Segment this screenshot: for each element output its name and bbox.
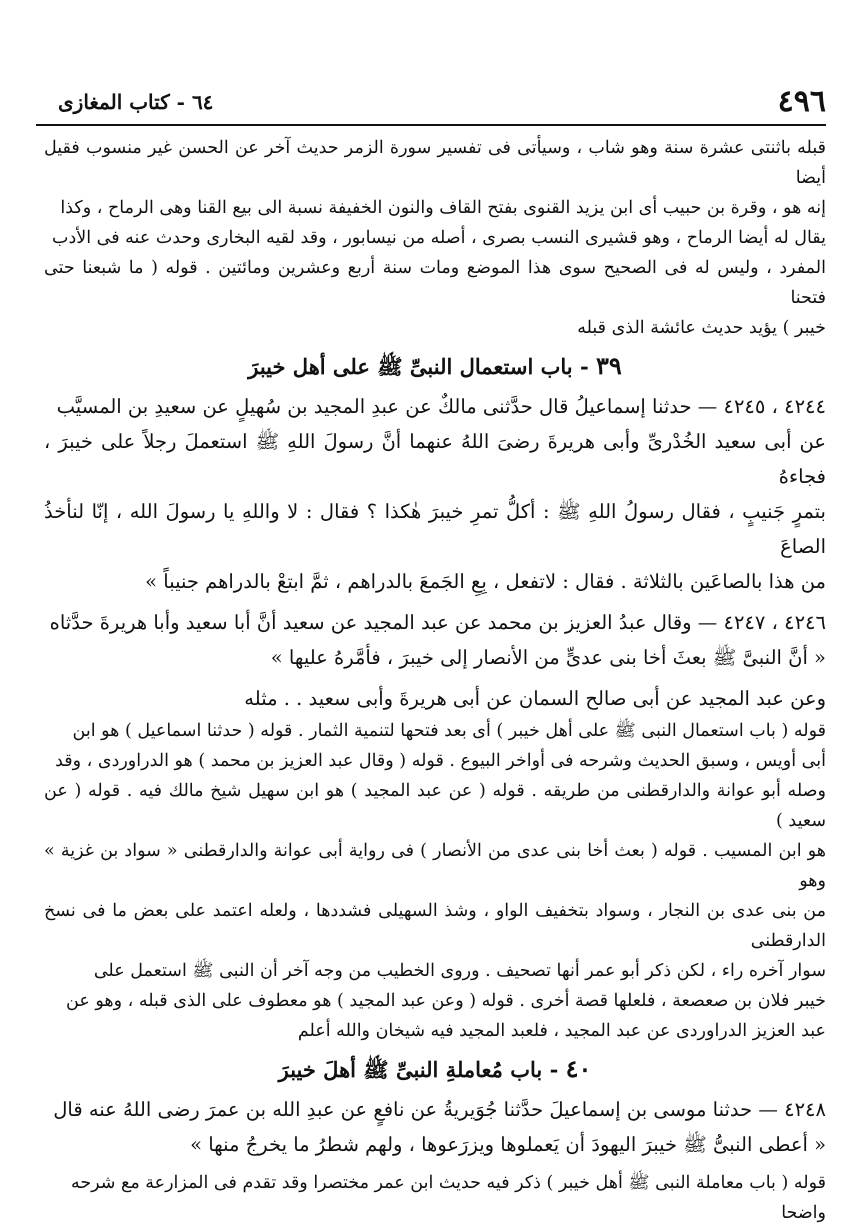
text-line: خيبر ) يؤيد حديث عائشة الذى قبله (577, 318, 826, 338)
hadith-line: « أنَّ النبىَّ ﷺ بعثَ أخا بنى عدىٍّ من الأنصار إلى خيبرَ ، فأمَّرهُ عليها » (270, 646, 826, 669)
hadith-line-mithluh: وعن عبد المجيد عن أبى صالح السمان عن أبى هريرةَ وأبى سعيد . . مثله (244, 687, 826, 710)
chapter-number: ٤٠ (565, 1054, 592, 1083)
text-line: عبد العزيز الدراوردى عن عبد المجيد ، فلعبد المجيد فيه شيخان والله أعلم (297, 1021, 826, 1041)
hadith-line: بتمرٍ جَنيبٍ ، فقال رسولُ اللهِ ﷺ : أكلُّ تمرِ خيبرَ هٰكذا ؟ فقال : لا واللهِ يا رسولَ الله ، إنّا لنأخذُ الصاعَ (44, 500, 826, 558)
text-line: يقال له أيضا الرماح ، وهو قشيرى النسب بصرى ، أصله من نيسابور ، وقد لقيه البخارى وحدث عنه فى الأدب (51, 228, 826, 248)
chapter-heading-40 (44, 1046, 826, 1092)
text-line: قبله باثنتى عشرة سنة وهو شاب ، وسيأتى فى تفسير سورة الزمر حديث آخر عن الحسن غير منسوب فقيل أيضا (44, 138, 826, 188)
page-body (44, 133, 826, 1228)
hadith-line: ٤٢٤٤ ، ٤٢٤٥ — حدثنا إسماعيلُ قال حدَّثنى مالكٌ عن عبدِ المجيد بن سُهيلٍ عن سعيدِ بن المسيَّب (56, 395, 826, 418)
hadith-4244 (44, 389, 826, 599)
hadith-4246 (44, 605, 826, 675)
chapter-title: مُعاملةِ النبىِّ ﷺ أهلَ خيبرَ (278, 1057, 503, 1082)
header-rule (36, 124, 826, 126)
text-line: قوله ( باب استعمال النبى ﷺ على أهل خيبر ) أى بعد فتحها لتنمية الثمار . قوله ( حدثنا اسماعيل ) هو ابن (72, 721, 826, 741)
text-line: المفرد ، وليس له فى الصحيح سوى هذا الموضع ومات سنة أربع وعشرين ومائتين . قوله ( ما شبعنا حتى فتحنا (44, 258, 826, 308)
commentary-end (44, 1168, 826, 1228)
hadith-line: من هذا بالصاعَين بالثلاثة . فقال : لاتفعل ، بِعِ الجَمعَ بالدراهم ، ثمَّ ابتعْ بالدراهم جنيباً » (145, 570, 826, 593)
page-number: ٤٩٦ (777, 84, 826, 119)
text-line: خيبر فلان بن صعصعة ، فلعلها قصة أخرى . قوله ( وعن عبد المجيد ) هو معطوف على الذى قبله ، وهو عن (66, 991, 826, 1011)
text-line: واضحا (781, 1203, 826, 1223)
hadith-line: ٤٢٤٨ — حدثنا موسى بن إسماعيلَ حدَّثنا جُوَيريةُ عن نافعٍ عن عبدِ الله بن عمرَ رضى اللهُ عنه قال (53, 1098, 826, 1121)
hadith-line: ٤٢٤٦ ، ٤٢٤٧ — وقال عبدُ العزيز بن محمد عن عبد المجيد عن سعيد أنَّ أبا سعيد وأبا هريرةَ حدَّثاه (49, 611, 826, 634)
hadith-4248 (44, 1092, 826, 1162)
chapter-number: ٣٩ (595, 351, 622, 380)
text-line: وصله أبو عوانة والدارقطنى من طريقه . قوله ( عن عبد المجيد ) هو ابن سهيل شيخ مالك فيه . قوله ( عن سعيد ) (44, 781, 826, 831)
chapter-title: استعمال النبىِّ ﷺ على أهل خيبرَ (248, 354, 534, 379)
chapter-dash: - (549, 1057, 559, 1082)
chapter-dash: - (579, 354, 589, 379)
text-line: من بنى عدى بن النجار ، وسواد بتخفيف الواو ، وشذ السهيلى فشددها ، ولعله اعتمد على بعض ما فى نسخ الدارقطنى (44, 901, 826, 951)
text-line: هو ابن المسيب . قوله ( بعث أخا بنى عدى من الأنصار ) فى رواية أبى عوانة والدارقطنى « سواد بن غزية » وهو (44, 841, 826, 891)
chapter-word: باب (510, 1057, 543, 1082)
hadith-line: « أعطى النبىُّ ﷺ خيبرَ اليهودَ أن يَعملوها ويزرَعوها ، ولهم شطرُ ما يخرجُ منها » (190, 1133, 826, 1156)
commentary-mid (44, 716, 826, 1046)
running-title: ٦٤ - كتاب المغازى (58, 90, 214, 114)
commentary-top (44, 133, 826, 343)
chapter-heading-39 (44, 343, 826, 389)
page-header (58, 84, 826, 120)
text-line: أبى أويس ، وسبق الحديث وشرحه فى أواخر البيوع . قوله ( وقال عبد العزيز بن محمد ) هو الدراوردى ، وقد (55, 751, 826, 771)
text-line: سوار آخره راء ، لكن ذكر أبو عمر أنها تصحيف . وروى الخطيب من وجه آخر أن النبى ﷺ استعمل على (93, 961, 826, 981)
text-line: إنه هو ، وقرة بن حبيب أى ابن يزيد القنوى بفتح القاف والنون الخفيفة نسبة الى بيع القنا وهى الرماح ، وكذا (60, 198, 826, 218)
text-line: قوله ( باب معاملة النبى ﷺ أهل خيبر ) ذكر فيه حديث ابن عمر مختصرا وقد تقدم فى المزارعة مع شرحه (70, 1173, 826, 1193)
chapter-word: باب (540, 354, 573, 379)
hadith-line: عن أبى سعيد الخُدْرىِّ وأبى هريرةَ رضىَ اللهُ عنهما أنَّ رسولَ اللهِ ﷺ استعملَ رجلاً على خيبرَ ، فجاءهُ (44, 430, 826, 488)
